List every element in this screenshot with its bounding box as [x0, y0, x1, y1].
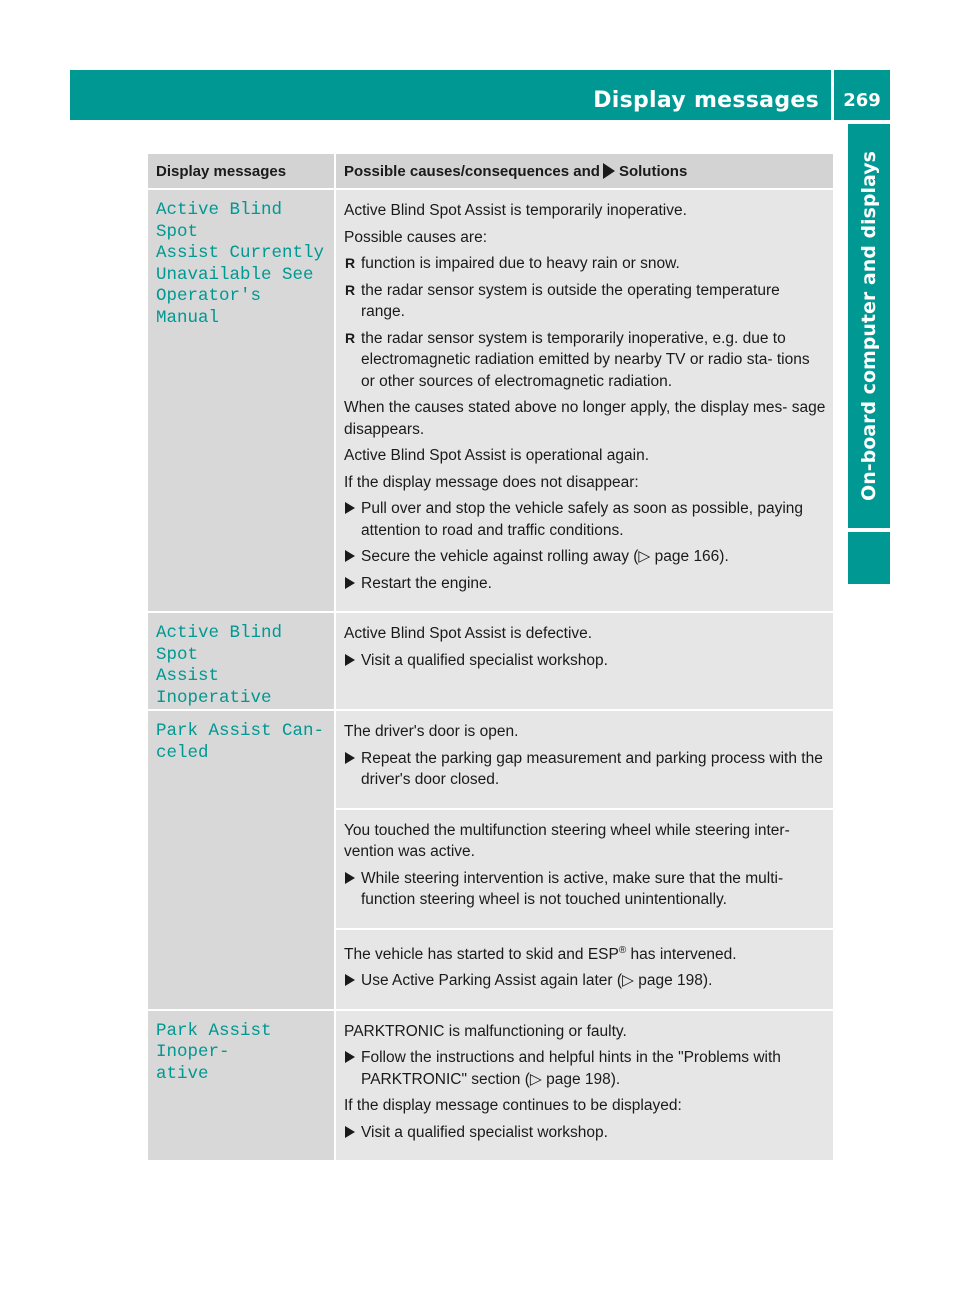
paragraph: Active Blind Spot Assist is operational again.	[344, 447, 650, 464]
action-arrow-icon	[345, 1051, 355, 1063]
col-header-solutions-text: Solutions	[618, 163, 688, 180]
display-message	[148, 711, 334, 1009]
action-item	[344, 868, 827, 911]
action-item	[344, 498, 827, 541]
action-arrow-icon	[345, 654, 355, 666]
bullet-text: function is impaired due to heavy rain or snow.	[361, 255, 680, 272]
action-arrow-icon	[345, 550, 355, 562]
paragraph: If the display message does not disappear:	[344, 473, 639, 491]
action-arrow-icon	[345, 752, 355, 764]
bullet-marker: R	[345, 329, 356, 346]
paragraph: Active Blind Spot Assist is defective.	[344, 625, 593, 642]
action-text: Follow the instructions and helpful hints in the "Problems with PARKTRONIC" section (▷ page 198).	[361, 1049, 781, 1088]
message-line: Operator's Manual	[156, 286, 262, 328]
action-text: Use Active Parking Assist again later (▷ page 198).	[361, 972, 713, 990]
action-text: Pull over and stop the vehicle safely as soon as possible, paying attention to road and traffic conditions.	[361, 500, 804, 539]
action-item	[344, 970, 827, 992]
paragraph: If the display message continues to be displayed:	[344, 1097, 682, 1115]
registered-mark: ®	[618, 944, 627, 956]
display-message	[148, 1011, 334, 1161]
action-text: Visit a qualified specialist workshop.	[361, 651, 608, 669]
paragraph: Possible causes are:	[344, 228, 488, 246]
table-row	[148, 1011, 833, 1163]
col-header-causes	[334, 154, 833, 188]
table-row	[148, 613, 833, 711]
causes-cell	[334, 190, 833, 611]
action-item	[344, 650, 827, 672]
bullet-marker: R	[345, 255, 356, 271]
display-message	[148, 613, 334, 709]
paragraph: You touched the multifunction steering wheel while steering inter- vention was active.	[344, 821, 790, 860]
action-arrow-icon	[345, 1126, 355, 1138]
message-line: ative	[156, 1063, 209, 1084]
action-item	[344, 1122, 827, 1144]
action-text: Repeat the parking gap measurement and parking process with the driver's door closed.	[361, 749, 823, 788]
bullet-item	[344, 328, 827, 393]
message-line: Park Assist Inoper‐	[156, 1020, 272, 1063]
table-header-row	[148, 154, 833, 190]
message-line: Unavailable See	[156, 264, 314, 285]
display-message	[148, 190, 334, 611]
bullet-text: the radar sensor system is temporarily inoperative, e.g. due to electromagnetic radiation emitted by nearby TV or radio sta- tions or other sources of electromagnetic radiation.	[361, 329, 810, 390]
bullet-item	[344, 253, 827, 275]
bullet-text: the radar sensor system is outside the operating temperature range.	[361, 281, 780, 320]
action-arrow-icon	[345, 872, 355, 884]
sub-cell	[336, 808, 833, 928]
causes-cell	[334, 711, 833, 1009]
col-header-messages: Display messages	[148, 154, 334, 188]
paragraph-text: has intervened.	[626, 945, 737, 963]
sub-cell	[336, 928, 833, 1009]
messages-table	[148, 154, 833, 1162]
causes-cell	[334, 1011, 833, 1161]
message-line: Park Assist Can‐	[156, 721, 325, 741]
bullet-marker: R	[345, 281, 356, 298]
message-line: Assist Inoperative	[156, 666, 272, 708]
action-item	[344, 573, 827, 595]
paragraph: Active Blind Spot Assist is temporarily inoperative.	[344, 202, 687, 219]
action-arrow-icon	[345, 577, 355, 589]
action-text: Restart the engine.	[361, 574, 492, 592]
action-text: Secure the vehicle against rolling away (▷ page 166).	[361, 548, 729, 565]
action-text: Visit a qualified specialist workshop.	[361, 1123, 608, 1141]
action-arrow-icon	[345, 502, 355, 514]
sub-cell	[336, 711, 833, 808]
message-line: Assist Currently	[156, 243, 325, 263]
page-number: 269	[843, 90, 881, 111]
action-item	[344, 748, 827, 791]
paragraph: When the causes stated above no longer apply, the display mes- sage disappears.	[344, 399, 826, 438]
message-line: Active Blind Spot	[156, 200, 283, 242]
paragraph-text: The vehicle has started to skid and ESP	[344, 945, 619, 963]
page-number-box	[834, 70, 890, 120]
paragraph: PARKTRONIC is malfunctioning or faulty.	[344, 1022, 627, 1040]
play-arrow-icon	[603, 163, 615, 179]
bullet-item	[344, 280, 827, 323]
action-item	[344, 1047, 827, 1090]
table-row	[148, 190, 833, 613]
causes-cell	[334, 613, 833, 709]
action-arrow-icon	[345, 974, 355, 986]
side-tab-label: On-board computer and displays	[858, 151, 880, 501]
header-bar	[70, 70, 831, 120]
action-text: While steering intervention is active, make sure that the multi- function steering wheel is not touched unintentionally.	[361, 869, 784, 908]
paragraph	[344, 940, 827, 966]
side-tab	[848, 124, 890, 528]
page-title: Display messages	[593, 88, 819, 113]
col-header-causes-text: Possible causes/consequences and	[344, 163, 600, 180]
paragraph: The driver's door is open.	[344, 723, 519, 740]
action-item	[344, 546, 827, 568]
message-line: celed	[156, 742, 209, 763]
side-tab-marker	[848, 532, 890, 584]
message-line: Active Blind Spot	[156, 623, 283, 665]
table-row	[148, 711, 833, 1011]
